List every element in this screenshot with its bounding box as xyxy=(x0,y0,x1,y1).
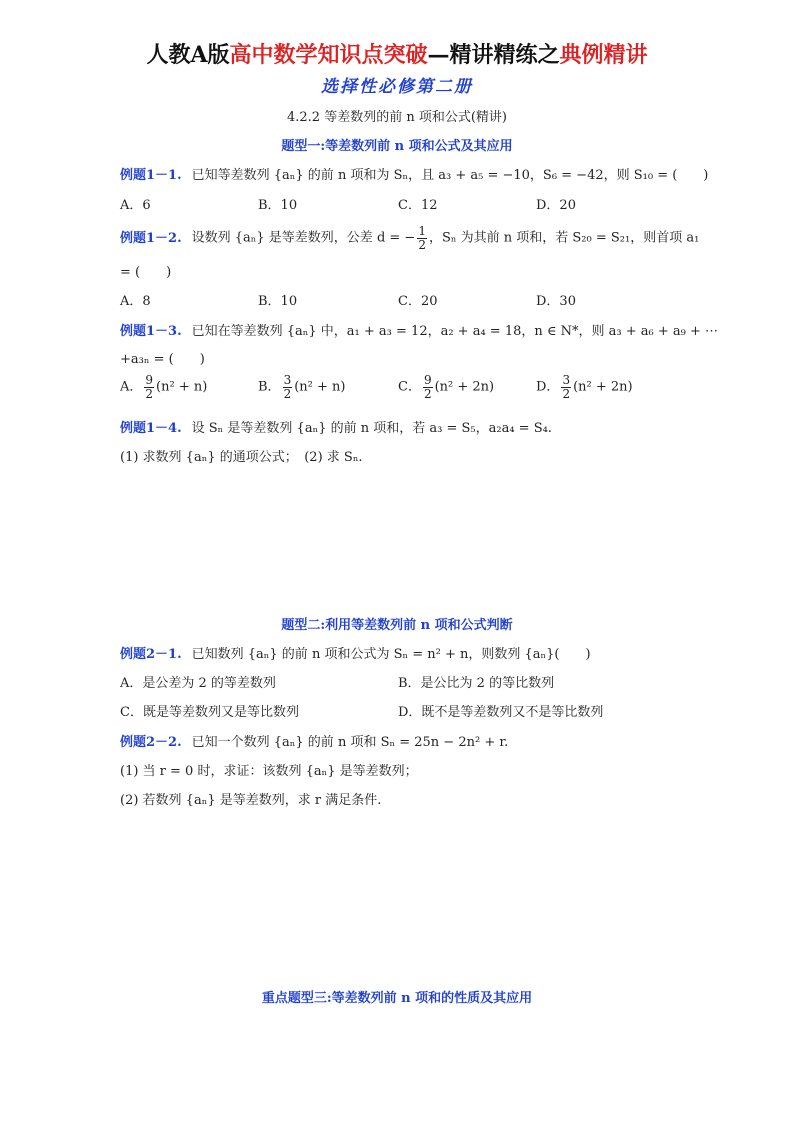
option-a xyxy=(120,374,207,400)
title-topic: 高中数学知识点突破 xyxy=(229,42,428,68)
fraction-denominator: 2 xyxy=(423,386,432,401)
page-subtitle: 选择性必修第二册 xyxy=(321,77,473,97)
fraction-numerator: 1 xyxy=(418,224,426,238)
option-a: A．6 xyxy=(120,198,151,213)
option-letter: C． xyxy=(398,379,421,395)
example-label: 例题1－2. xyxy=(120,230,182,246)
option-d: D．既不是等差数列又不是等比数列 xyxy=(398,705,604,720)
option-b xyxy=(258,374,345,400)
option-b: B．10 xyxy=(258,294,298,309)
heading-type1: 题型一:等差数列前 n 项和公式及其应用 xyxy=(281,139,513,154)
option-letter: D． xyxy=(536,379,560,395)
example-1-2 xyxy=(120,225,699,251)
fraction xyxy=(423,374,433,400)
example-stem-a: 设数列 {aₙ} 是等差数列，公差 d = − xyxy=(191,230,416,246)
option-c xyxy=(398,374,494,400)
example-stem: 已知等差数列 {aₙ} 的前 n 项和为 Sₙ，且 a₃ + a₅ = −10，S₆ = −42，则 S₁₀ = ( ) xyxy=(191,168,709,183)
option-letter: A． xyxy=(120,379,143,395)
example-2-2-part2: (2) 若数列 {aₙ} 是等差数列，求 r 满足条件. xyxy=(120,793,382,808)
option-expr: (n² + n) xyxy=(294,379,346,395)
option-d: D．20 xyxy=(536,198,576,213)
option-expr: (n² + 2n) xyxy=(573,379,633,395)
example-label: 例题1－3. xyxy=(120,324,182,339)
fraction-numerator: 9 xyxy=(145,373,154,387)
option-letter: B． xyxy=(258,379,281,395)
example-1-4 xyxy=(120,417,552,436)
example-label: 例题1－4. xyxy=(120,421,182,436)
example-2-2 xyxy=(120,731,508,750)
option-d xyxy=(536,374,633,400)
example-1-3-cont: +a₃ₙ = ( ) xyxy=(120,352,205,367)
example-stem: 已知一个数列 {aₙ} 的前 n 项和 Sₙ = 25n − 2n² + r. xyxy=(191,735,509,750)
example-2-2-part1: (1) 当 r = 0 时，求证：该数列 {aₙ} 是等差数列； xyxy=(120,764,418,779)
example-1-1 xyxy=(120,164,708,183)
heading-type2: 题型二:利用等差数列前 n 项和公式判断 xyxy=(281,618,513,633)
fraction-denominator: 2 xyxy=(562,386,571,401)
fraction-numerator: 3 xyxy=(562,373,571,387)
page-title xyxy=(0,38,794,69)
fraction xyxy=(283,374,293,400)
title-edition: 人教A版 xyxy=(146,42,230,68)
fraction-denominator: 2 xyxy=(418,237,426,252)
option-expr: (n² + 2n) xyxy=(434,379,495,395)
fraction xyxy=(417,225,427,251)
example-stem: 设 Sₙ 是等差数列 {aₙ} 的前 n 项和，若 a₃ = S₅，a₂a₄ = S₄. xyxy=(191,421,552,436)
example-1-2-cont: = ( ) xyxy=(120,265,172,280)
example-2-1 xyxy=(120,643,591,662)
option-expr: (n² + n) xyxy=(156,379,208,395)
option-b: B．10 xyxy=(258,198,298,213)
option-c: C．20 xyxy=(398,294,438,309)
option-a: A．8 xyxy=(120,294,151,309)
fraction-numerator: 3 xyxy=(283,373,292,387)
section-title: 4.2.2 等差数列的前 n 项和公式(精讲) xyxy=(287,110,507,125)
fraction xyxy=(561,374,571,400)
option-d: D．30 xyxy=(536,294,576,309)
fraction-denominator: 2 xyxy=(145,386,154,401)
example-stem-a: 已知在等差数列 {aₙ} 中，a₁ + a₃ = 12，a₂ + a₄ = 18，n ∈ N*，则 a₃ + a₆ + a₉ + ⋯ xyxy=(191,324,718,339)
option-b: B．是公比为 2 的等比数列 xyxy=(398,676,555,691)
fraction-numerator: 9 xyxy=(423,373,432,387)
fraction-denominator: 2 xyxy=(283,386,292,401)
fraction xyxy=(144,374,154,400)
example-stem: 已知数列 {aₙ} 的前 n 项和公式为 Sₙ = n² + n，则数列 {aₙ}( ) xyxy=(191,647,591,662)
example-stem-b: ，Sₙ 为其前 n 项和，若 S₂₀ = S₂₁，则首项 a₁ xyxy=(428,230,700,246)
example-label: 例题1－1. xyxy=(120,168,182,183)
heading-type3: 重点题型三:等差数列前 n 项和的性质及其应用 xyxy=(261,991,533,1006)
option-c: C．既是等差数列又是等比数列 xyxy=(120,705,299,720)
example-label: 例题2－2. xyxy=(120,735,182,750)
title-series: —精讲精练之 xyxy=(427,42,560,68)
option-c: C．12 xyxy=(398,198,438,213)
title-type: 典例精讲 xyxy=(559,42,648,68)
example-label: 例题2－1. xyxy=(120,647,182,662)
example-1-3 xyxy=(120,320,718,339)
example-1-4-parts: (1) 求数列 {aₙ} 的通项公式； (2) 求 Sₙ. xyxy=(120,450,363,465)
option-a: A．是公差为 2 的等差数列 xyxy=(120,676,276,691)
